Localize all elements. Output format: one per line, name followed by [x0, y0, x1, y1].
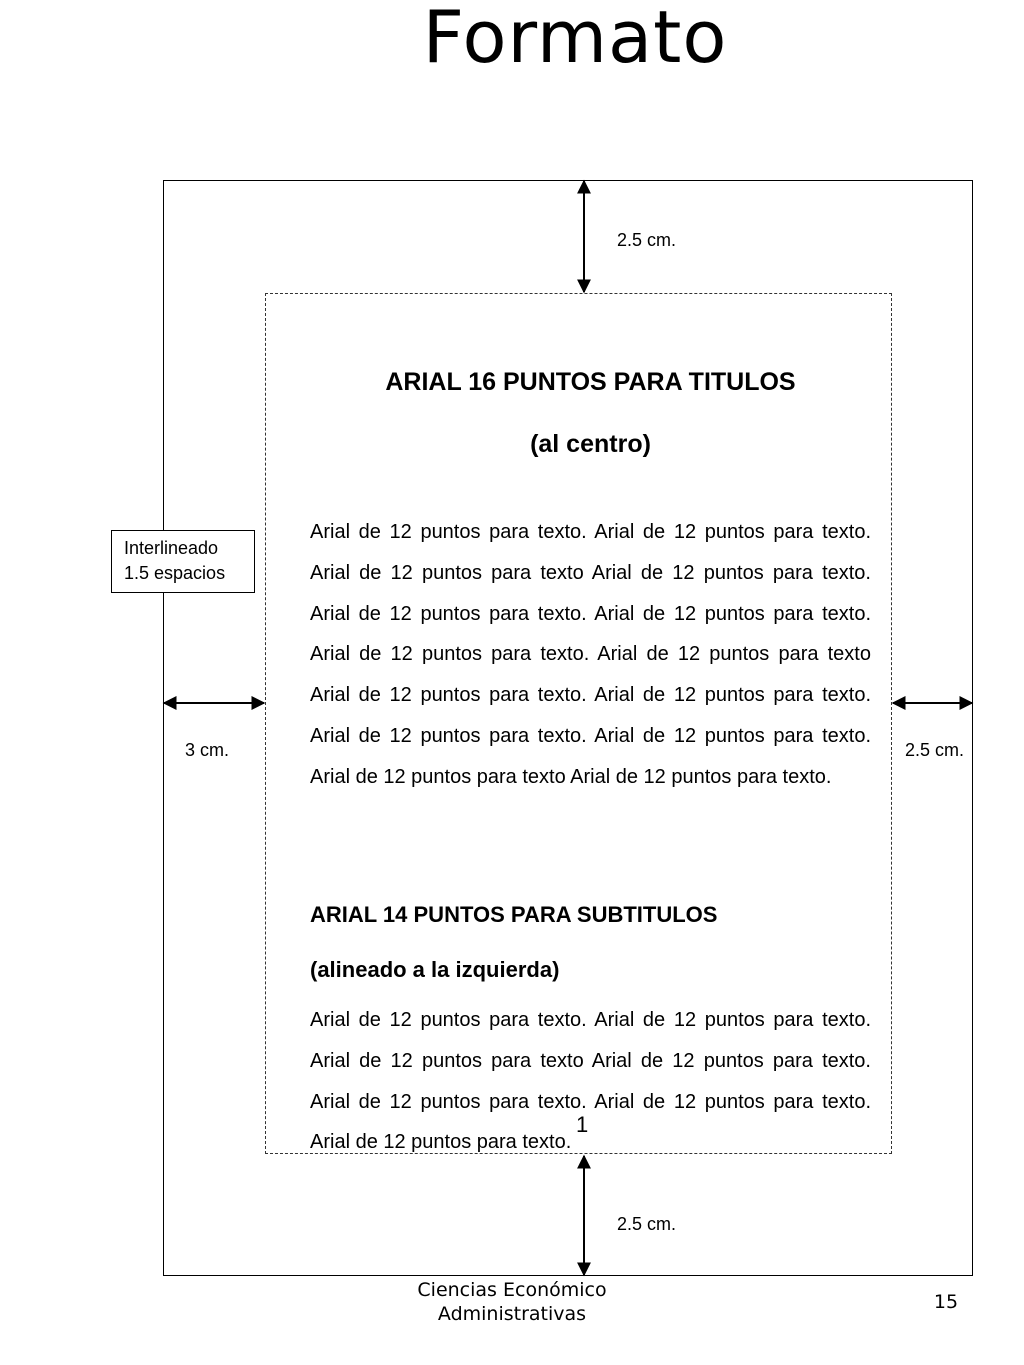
body-paragraph-2: Arial de 12 puntos para texto. Arial de 12 puntos para texto. Arial de 12 puntos para texto Arial de 12 puntos para texto. Arial de 12 puntos para texto. Arial de 12 puntos para texto. Arial de 12 puntos para texto. [310, 1009, 871, 1154]
page-title-line2: (al centro) [530, 430, 651, 458]
line-spacing-note-line1: Interlineado [124, 538, 219, 558]
footer-department [362, 1278, 662, 1326]
page-number: 1 [576, 1112, 589, 1137]
bottom-margin-label: 2.5 cm. [617, 1214, 677, 1234]
page-title-line1: ARIAL 16 PUNTOS PARA TITULOS [385, 368, 796, 396]
top-margin-label: 2.5 cm. [617, 230, 677, 250]
line-spacing-note-line2: 1.5 espacios [124, 563, 226, 583]
subtitle-line2: (alineado a la izquierda) [310, 957, 560, 982]
slide-number: 15 [933, 1291, 959, 1313]
right-margin-label: 2.5 cm. [905, 740, 965, 760]
left-margin-label: 3 cm. [185, 740, 230, 760]
line-spacing-note [111, 530, 255, 593]
footer-line1: Ciencias Económico [417, 1279, 607, 1301]
footer-line2: Administrativas [437, 1303, 587, 1325]
body-paragraph-1: Arial de 12 puntos para texto. Arial de 12 puntos para texto. Arial de 12 puntos para texto Arial de 12 puntos para texto. Arial de 12 puntos para texto. Arial de 12 puntos para texto. Arial de 12 puntos para texto. Arial de 12 puntos para texto Arial de 12 puntos para texto. Arial de 12 puntos para texto. Arial de 12 puntos para texto. Arial de 12 puntos para texto. Arial de 12 puntos para texto Arial de 12 puntos para texto. [310, 521, 871, 788]
slide-title: Formato [422, 0, 728, 79]
subtitle-line1: ARIAL 14 PUNTOS PARA SUBTITULOS [310, 902, 718, 927]
